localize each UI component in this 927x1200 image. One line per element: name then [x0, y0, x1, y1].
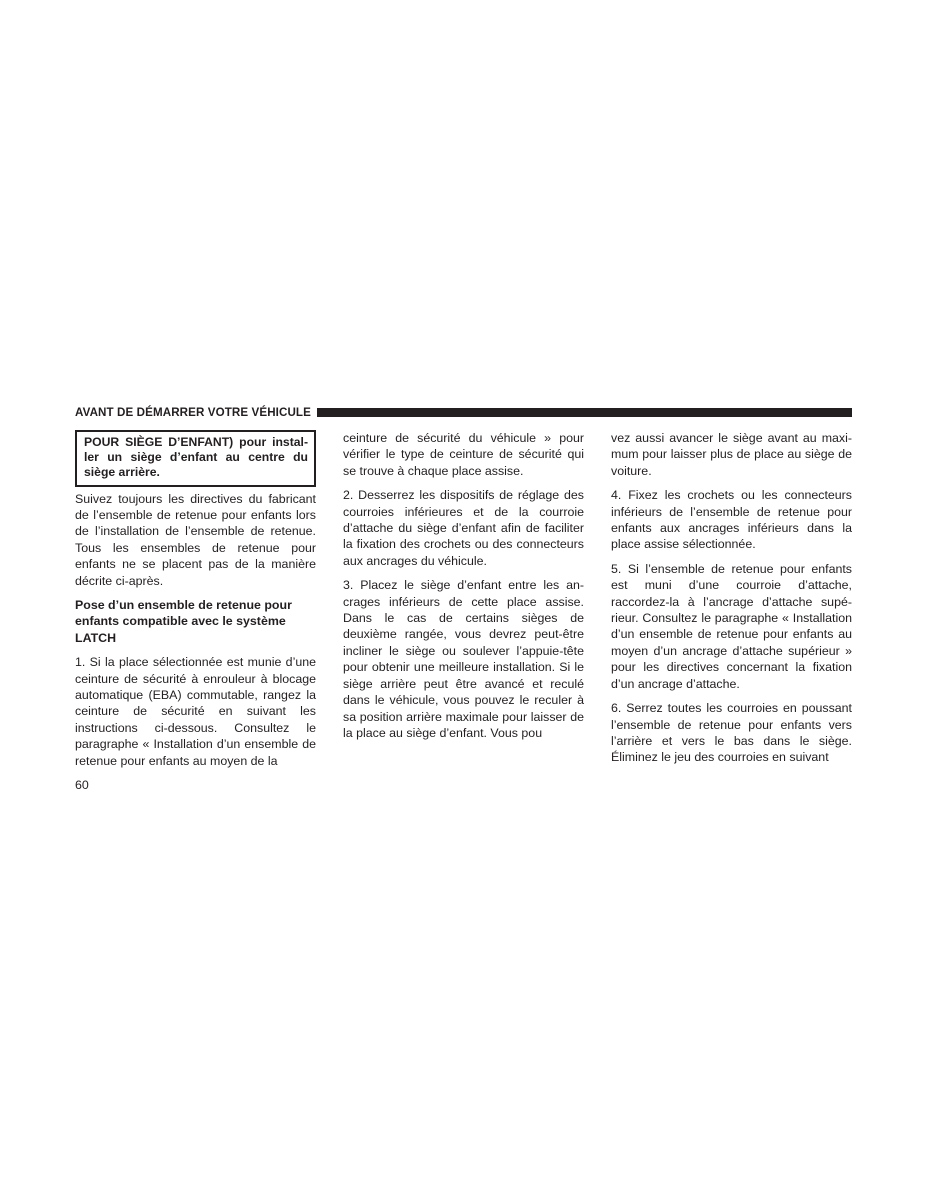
step-4: 4. Fixez les crochets ou les connecteurs inférieurs de l’ensemble de retenue pour enfants aux ancrages inférieurs dans la place assise sélectionnée. — [611, 488, 852, 552]
subheading-latch: Pose d’un ensemble de retenue pour enfants compatible avec le système LATCH — [75, 598, 292, 645]
column-3 — [611, 430, 852, 774]
column-1 — [75, 430, 316, 777]
step-6: 6. Serrez toutes les courroies en poussant l’ensemble de retenue pour enfants vers l’arrière et vers le bas dans le siège. Éliminez le jeu des courroies en suivant — [611, 701, 852, 765]
step-3: 3. Placez le siège d’enfant entre les ancrages inférieurs de cette place assise. Dans le cas de certains sièges de deuxième rangée, vous devrez peut-être incliner le siège ou soulever l’appuie-tête pour obtenir une meilleure installation. Si le siège arrière peut être avancé et reculé dans le véhicule, vous pouvez le reculer à sa position arrière maximale pour laisser de la place au siège d’enfant. Vous pou — [343, 578, 584, 740]
section-header — [75, 404, 852, 420]
step-5: 5. Si l’ensemble de retenue pour enfants est muni d’une courroie d’attache, raccordez-la à l’ancrage d’attache supérieur. Consultez le paragraphe « Installation d’un ensemble de retenue pour enfants au moyen d’un ancrage d’attache supérieur » pour les directives concernant la fixation d’un ancrage d’attache. — [611, 561, 852, 691]
header-rule — [317, 408, 852, 417]
warning-box: POUR SIÈGE D’ENFANT) pour installer un siège d’enfant au centre du siège arrière. — [75, 430, 316, 487]
column-2 — [343, 430, 584, 749]
step-3-continuation: vez aussi avancer le siège avant au maximum pour laisser plus de place au siège de voiture. — [611, 431, 852, 478]
step-2: 2. Desserrez les dispositifs de réglage des courroies inférieures et de la courroie d’attache du siège d’enfant afin de faciliter la fixation des crochets ou des connecteurs aux ancrages du véhicule. — [343, 488, 584, 568]
step-1-continuation: ceinture de sécurité du véhicule » pour vérifier le type de ceinture de sécurité qui se trouve à chaque place assise. — [343, 431, 584, 478]
section-title: AVANT DE DÉMARRER VOTRE VÉHICULE — [75, 405, 311, 419]
paragraph-directives: Suivez toujours les directives du fabricant de l’ensemble de retenue pour enfants lors de l’installation de l’ensemble de retenue. Tous les ensembles de retenue pour enfants ne se placent pas de la manière décrite ci-après. — [75, 491, 316, 588]
page-number: 60 — [75, 778, 89, 792]
step-1: 1. Si la place sélectionnée est munie d’une ceinture de sécurité à enrouleur à blocage automatique (EBA) commutable, rangez la ceinture de sécurité en suivant les instructions ci-dessous. Consultez le paragraphe « Installation d’un ensemble de retenue pour enfants au moyen de la — [75, 655, 316, 768]
